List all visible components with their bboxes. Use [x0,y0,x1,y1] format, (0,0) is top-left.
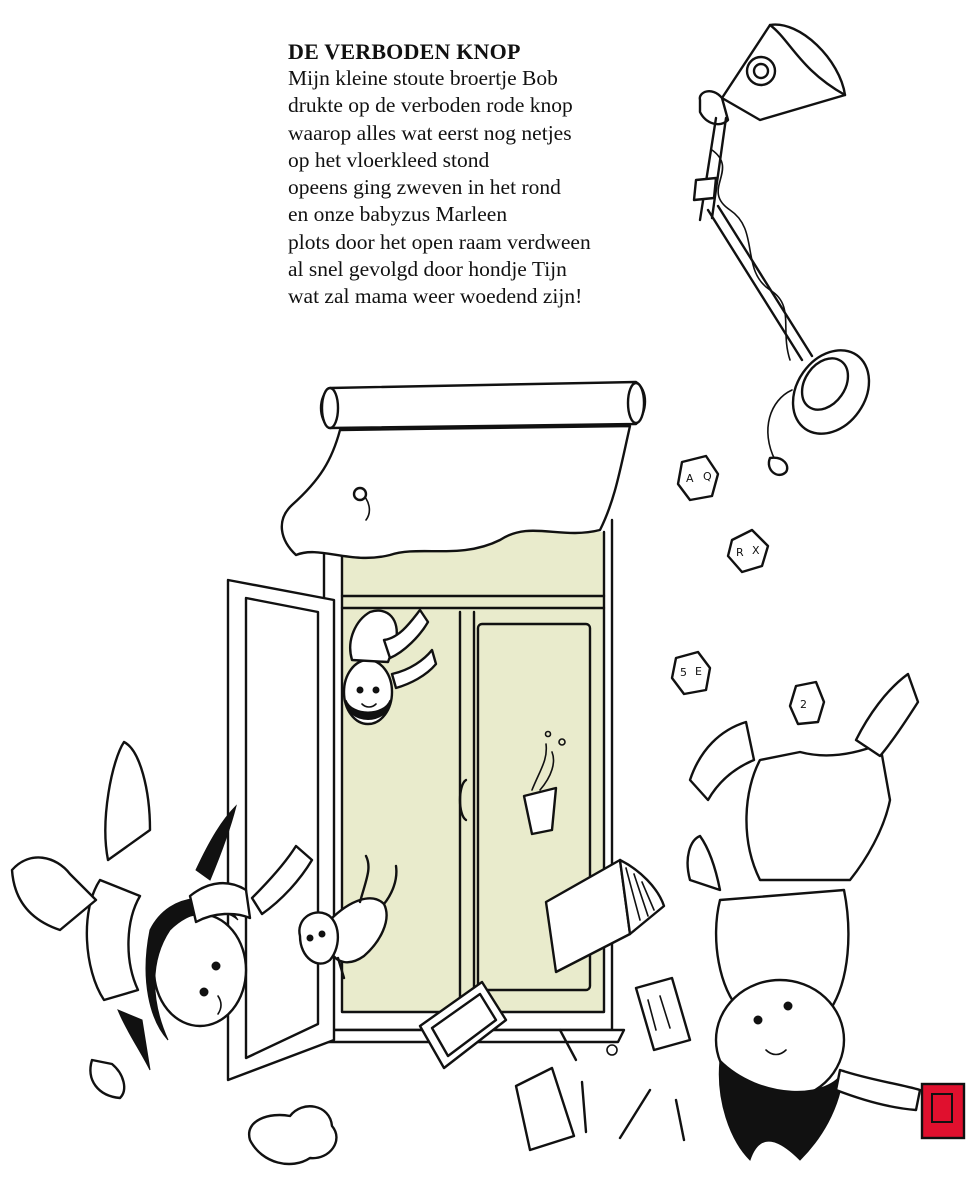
block-letter: E [695,665,702,678]
poem-line: wat zal mama weer woedend zijn! [288,284,583,309]
poem-line: Mijn kleine stoute broertje Bob [288,66,558,90]
letter-block-c [672,652,710,694]
poem-line: opeens ging zweven in het rond [288,175,561,200]
poem-line: waarop alles wat eerst nog netjes [288,120,572,145]
poem-line: al snel gevolgd door hondje Tijn [288,257,567,282]
red-button-icon [922,1084,964,1138]
boy-illustration [688,674,920,1160]
poem-line: op het vloerkleed stond [288,147,490,172]
block-letter: X [752,544,760,557]
poem-line: en onze babyzus Marleen [288,202,508,227]
poem-line: plots door het open raam verdween [288,229,591,254]
poem-line: drukte op de verboden rode knop [288,93,573,118]
window-illustration [228,382,645,1080]
block-letter: A [686,472,694,485]
block-letter: 5 [680,666,687,679]
poem-title: DE VERBODEN KNOP [288,39,521,64]
letter-block-a [678,456,718,500]
letter-block-d [790,682,824,724]
block-letter: 2 [800,698,807,711]
block-letter: R [736,546,744,559]
letter-block-b [728,530,768,572]
lamp-illustration [694,25,885,475]
block-letter: Q [703,470,712,483]
